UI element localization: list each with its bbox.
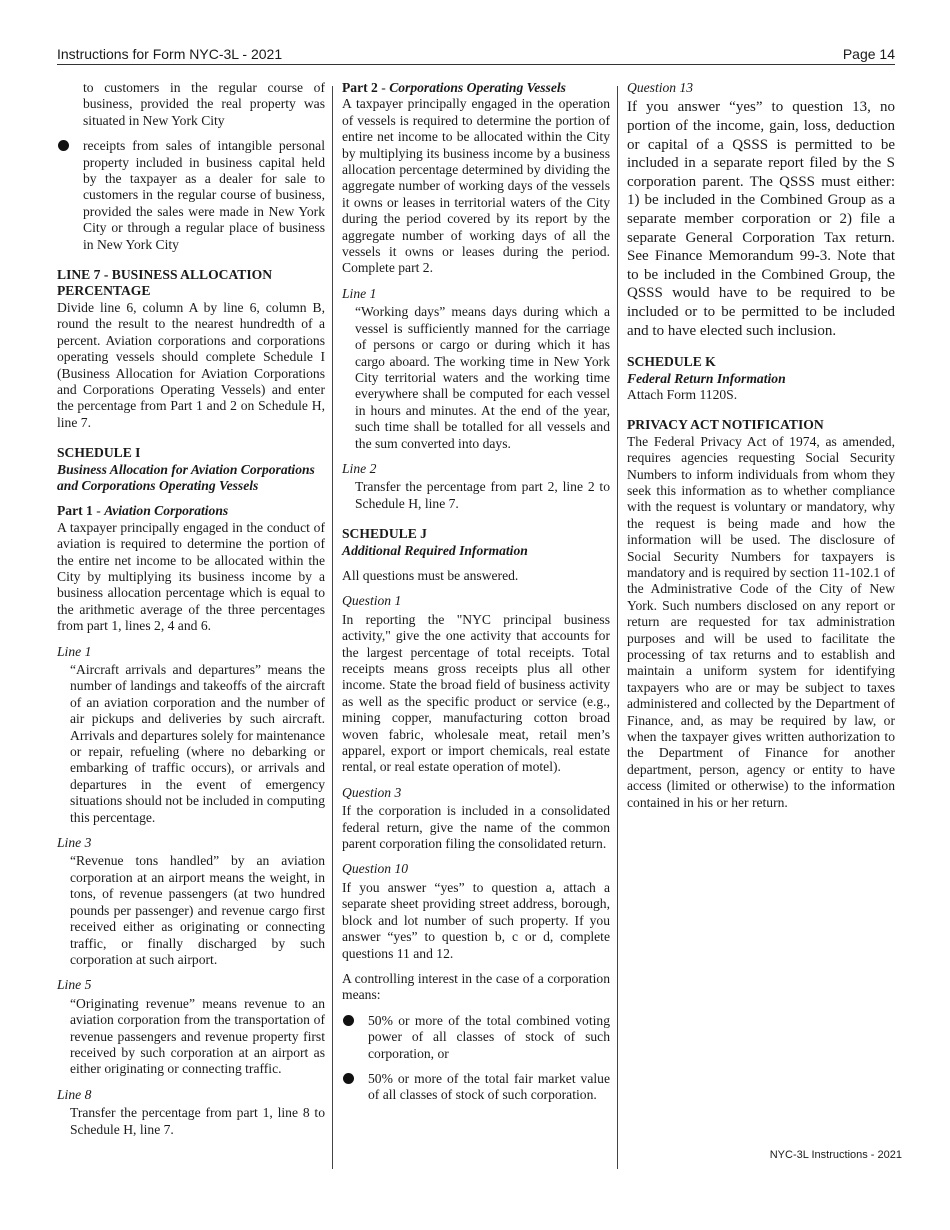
bullet-item — [342, 1071, 610, 1104]
line-label: Question 10 — [342, 861, 409, 877]
column-divider — [617, 86, 618, 1169]
section-heading: SCHEDULE I — [57, 445, 141, 461]
bullet-icon — [58, 140, 69, 151]
line-label: Line 2 — [342, 460, 377, 476]
page-number: Page 14 — [842, 46, 895, 62]
part-heading: Part 1 - Aviation Corporations — [57, 503, 229, 519]
line-label: Question 13 — [627, 80, 694, 95]
paragraph: All questions must be answered. — [342, 567, 519, 583]
line-label: Line 8 — [57, 1086, 92, 1102]
bullet-icon — [343, 1073, 354, 1084]
line-label: Line 1 — [57, 643, 92, 659]
bullet-text: receipts from sales of intangible personal property included in business capital held by the taxpayer as a dealer for sale to customers in the regular course of business, provided the sales were made in New York City or through a regular place of business in New York City — [83, 138, 325, 252]
section-subheading: Federal Return Information — [627, 370, 786, 386]
part-title: Aviation Corporations — [104, 503, 229, 519]
section-heading: SCHEDULE K — [627, 354, 716, 370]
paragraph: A controlling interest in the case of a corporation means: — [342, 970, 610, 1003]
column-middle — [342, 80, 610, 1113]
section-heading: SCHEDULE J — [342, 526, 427, 542]
page-footer: NYC-3L Instructions - 2021 — [769, 1149, 902, 1161]
indented-paragraph: Transfer the percentage from part 2, line 2 to Schedule H, line 7. — [355, 479, 610, 511]
document-title: Instructions for Form NYC-3L - 2021 — [57, 46, 283, 62]
bullet-item — [57, 138, 325, 253]
section-subheading: Business Allocation for Aviation Corporations and Corporations Operating Vessels — [57, 461, 315, 493]
bullet-icon — [343, 1015, 354, 1026]
bullet-item — [342, 1013, 610, 1062]
indented-paragraph: “Revenue tons handled” by an aviation corporation at an airport means the weight, in tons, of revenue passengers (at two hundred pounds per passenger) and revenue cargo first received either as originating or connecting traffic, or finally discharged by such corporation at such airport. — [70, 853, 325, 967]
indented-paragraph: “Originating revenue” means revenue to an aviation corporation from the transportation of revenue passengers and revenue property first received by such corporation at an airport as either originating or connecting traffic. — [70, 995, 325, 1077]
paragraph: If the corporation is included in a consolidated federal return, give the name of the common parent corporation filing the consolidated return. — [342, 803, 610, 852]
paragraph: The Federal Privacy Act of 1974, as amended, requires agencies requesting Social Security Numbers to inform individuals from whom they seek this information as to whether compliance with the request is voluntary or mandatory, why the request is being made and how the information will be used. The disclosure of Social Security Numbers for taxpayers is mandatory and is required by section 11-102.1 of the Administrative Code of the City of New York. Such numbers disclosed on any report or return are requested for tax administration purposes and will be used to facilitate the processing of tax returns and to establish and maintain a uniform system for identifying taxpayers who are or may be subject to taxes administered and collected by the Department of Finance, and, as may be required by law, or when the taxpayer gives written authorization to the Department of Finance for another department, person, agency or entity to have access (limited or otherwise) to the information contained in his or her return. — [627, 433, 895, 810]
paragraph: In reporting the "NYC principal business activity," give the one activity that accounts for the largest percentage of total receipts. Total receipts means gross receipts plus all other income. State the broad field of business activity as well as the specific product or service (e.g., mining copper, manufacturing cotton broad woven fabric, wholesale meat, retail men’s apparel, export or import chemicals, real estate rental, or real estate operation of motel). — [342, 611, 610, 775]
column-right — [627, 80, 895, 820]
line-label: Line 5 — [57, 977, 92, 993]
part-label: Part 1 — [57, 503, 93, 519]
paragraph: A taxpayer principally engaged in the operation of vessels is required to determine the portion of entire net income to be allocated within the City by multiplying its business income by a business allocation percentage determined by dividing the aggregate number of working days of the vessels it owns or leases in territorial waters of the City during the period covered by its report by the aggregate number of working days of all the vessels it owns or leases during the period. Complete part 2. — [342, 96, 610, 276]
paragraph: Attach Form 1120S. — [627, 386, 738, 402]
bullet-text: 50% or more of the total fair market value of all classes of stock of such corporation. — [368, 1070, 610, 1103]
paragraph: Divide line 6, column A by line 6, column B, round the result to the nearest hundredth of a percent. Aviation corporations and corporations operating vessels should complete Schedule I (Business Allocation for Aviation Corporations and Corporations Operating Vessels) and enter the percentage from Part 1 and 2 on Schedule H, line 7. — [57, 299, 325, 430]
paragraph: If you answer “yes” to question a, attach a separate sheet providing street address, borough, block and lot number of such property. If you answer “yes” to question b, c or d, complete questions 11 and 12. — [342, 879, 610, 961]
page-header — [57, 46, 895, 65]
section-heading: PRIVACY ACT NOTIFICATION — [627, 417, 824, 433]
bullet-text: 50% or more of the total combined voting power of all classes of stock of such corporation, or — [368, 1012, 610, 1061]
indented-paragraph: “Working days” means days during which a vessel is sufficiently manned for the carriage of persons or cargo or during which it has cargo aboard. The working time in New York City territorial waters and the working time everywhere shall be computed for each vessel in hours and minutes. At the end of the year, such time shall be totalled for all vessels and the sum converted into days. — [355, 304, 610, 451]
line-label: Line 1 — [342, 285, 377, 301]
section-heading: LINE 7 - BUSINESS ALLOCATION PERCENTAGE — [57, 267, 273, 299]
indented-paragraph: to customers in the regular course of business, provided the real property was situated in New York City — [83, 80, 325, 128]
part-label: Part 2 — [342, 80, 378, 95]
part-title: Corporations Operating Vessels — [389, 80, 566, 95]
paragraph: A taxpayer principally engaged in the conduct of aviation is required to determine the portion of the entire net income to be allocated within the City by multiplying its business income by a business allocation percentage which is equal to the arithmetic average of the three percentages from part 1, lines 2, 4 and 6. — [57, 519, 325, 634]
column-divider — [332, 86, 333, 1169]
line-label: Line 3 — [57, 835, 92, 851]
column-left — [57, 80, 325, 1147]
indented-paragraph: “Aircraft arrivals and departures” means the number of landings and takeoffs of the aircraft of an aviation corporation and the number of air pickups and deliveries by such aircraft. Arrivals and departures solely for maintenance or repair, refueling (where no debarking or embarking of traffic occurs), or arrivals and departures in the event of emergency situations should not be included in computing this percentage. — [70, 662, 325, 825]
section-subheading: Additional Required Information — [342, 542, 528, 558]
line-label: Question 3 — [342, 784, 402, 800]
part-heading: Part 2 - Corporations Operating Vessels — [342, 80, 566, 95]
line-label: Question 1 — [342, 593, 402, 609]
paragraph: If you answer “yes” to question 13, no portion of the income, gain, loss, deduction or capital of a QSSS is permitted to be included in a separate report filed by the S corporation parent. The QSSS must either: 1) be included in the Combined Group as a separate member corporation or 2) file a separate General Corporation Tax return. See Finance Memorandum 99-3. Note that to be included in the Combined Group, the QSSS would have to be required to be included or to be permitted to be included and to have elected such inclusion. — [627, 99, 895, 339]
indented-paragraph: Transfer the percentage from part 1, line 8 to Schedule H, line 7. — [70, 1105, 325, 1137]
